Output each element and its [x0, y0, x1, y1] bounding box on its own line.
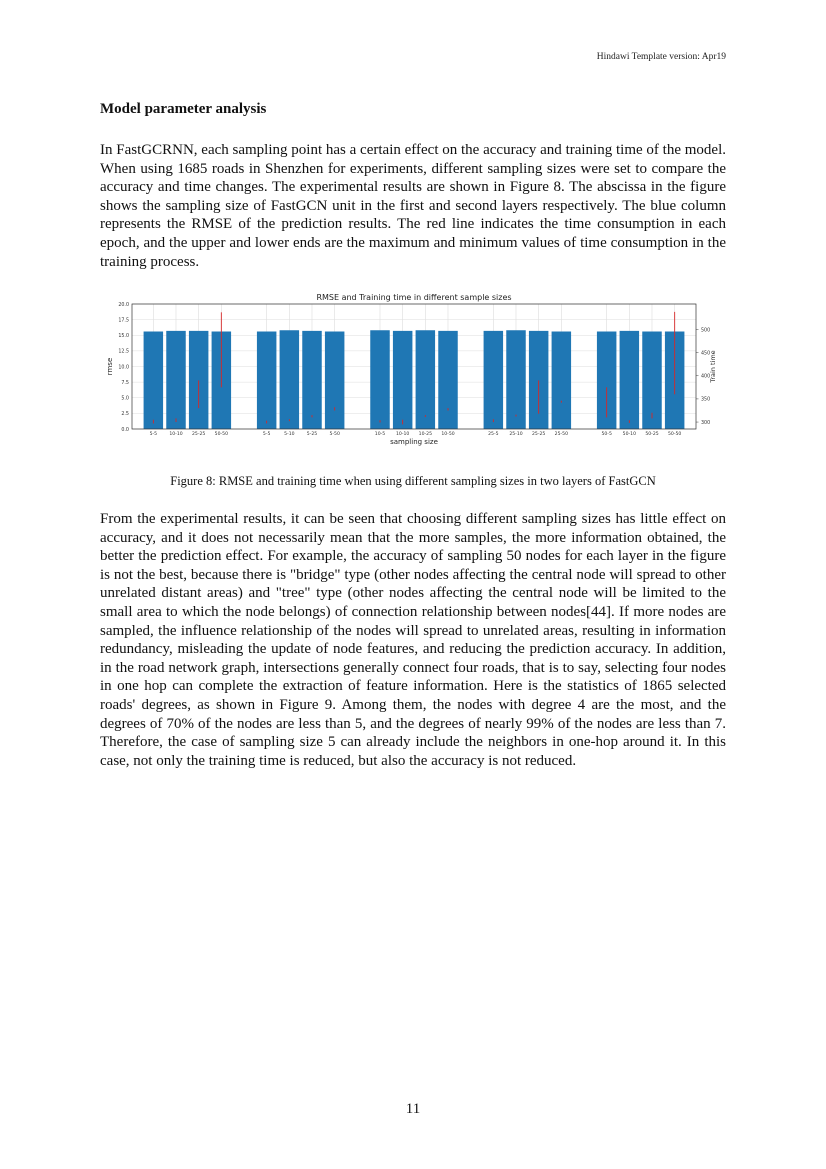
rmse-bar: [370, 330, 389, 429]
paragraph-2: From the experimental results, it can be seen that choosing different sampling sizes has little effect on accuracy, and it does not necessarily mean that the more samples, the more information obtained, the better the prediction effect. For example, the accuracy of sampling 50 nodes for each layer in the figure is not the best, because there is "bridge" type (other nodes affecting the central node will spread to other unrelated distant areas) and "tree" type (other nodes affecting the central node will be limited to the small area to which the node belongs) of connection relationship between nodes[44]. If more nodes are sampled, the influence relationship of the nodes will spread to unrelated areas, resulting in information redundancy, misleading the update of node features, and reducing the prediction accuracy. In addition, in the road network graph, intersections generally connect four roads, that is to say, selecting four nodes in one hop can complete the extraction of feature information. Here is the statistics of 1865 selected roads' degrees, as shown in Figure 9. Among them, the nodes with degree 4 are the most, and the degrees of 70% of the nodes are less than 5, and the degrees of nearly 99% of the nodes are less than 7. Therefore, the case of sampling size 5 can already include the neighbors in one-hop around it. In this case, not only the training time is reduced, but also the accuracy is not reduced.: [100, 511, 726, 769]
y2-tick-label: 450: [701, 351, 711, 357]
y-tick-label: 2.5: [121, 412, 129, 418]
rmse-bar: [144, 332, 163, 430]
x-tick-label: 5-10: [284, 432, 295, 437]
page-number: 11: [405, 1101, 421, 1117]
y-tick-label: 17.5: [118, 318, 129, 324]
x-axis-label: sampling size: [390, 438, 438, 446]
figure-8: [100, 290, 726, 455]
x-tick-label: 50-50: [667, 432, 682, 437]
x-tick-label: 25-10: [509, 432, 523, 437]
x-tick-label: 25-50: [554, 432, 569, 437]
rmse-bar: [620, 331, 639, 429]
rmse-bar: [257, 332, 276, 430]
x-tick-label: 25-5: [488, 432, 499, 437]
rmse-bar: [393, 331, 412, 429]
rmse-bar: [189, 331, 208, 429]
y-tick-label: 5.0: [121, 396, 129, 402]
rmse-bar: [506, 330, 525, 429]
figure-caption: Figure 8: RMSE and training time when using different sampling sizes in two layers of FastGCN: [170, 474, 656, 488]
header-note: Hindawi Template version: Apr19: [596, 52, 726, 62]
x-tick-label: 10-10: [395, 432, 410, 437]
x-tick-label: 10-10: [169, 432, 183, 437]
x-tick-label: 5-5: [149, 432, 158, 437]
y2-tick-label: 400: [701, 374, 711, 380]
paragraph-1: In FastGCRNN, each sampling point has a certain effect on the accuracy and training time of the model. When using 1685 roads in Shenzhen for experiments, different sampling sizes were set to compare the accuracy and time changes. The experimental results are shown in Figure 8. The abscissa in the figure shows the sampling size of FastGCN unit in the first and second layers respectively. The blue column represents the RMSE of the prediction results. The red line indicates the time consumption in each epoch, and the upper and lower ends are the maximum and minimum values of time consumption in the training process.: [100, 142, 726, 270]
section-heading: Model parameter analysis: [100, 101, 267, 117]
y-tick-label: 15.0: [118, 334, 129, 340]
chart-title: RMSE and Training time in different sample sizes: [316, 293, 512, 302]
rmse-bar: [302, 331, 321, 429]
x-tick-label: 5-25: [306, 432, 318, 437]
x-tick-label: 10-5: [374, 432, 386, 437]
y-tick-label: 20.0: [118, 302, 129, 308]
rmse-bar: [552, 332, 571, 430]
rmse-bar: [325, 332, 344, 430]
y-tick-label: 12.5: [118, 349, 129, 355]
y-tick-label: 7.5: [121, 380, 129, 386]
x-tick-label: 10-50: [441, 432, 455, 437]
x-tick-label: 50-5: [601, 432, 612, 437]
x-tick-label: 50-25: [645, 432, 659, 437]
rmse-bar: [416, 330, 435, 429]
y2-tick-label: 350: [701, 397, 711, 403]
y2-axis-label: Train time: [709, 350, 717, 383]
rmse-bar: [438, 331, 457, 429]
x-tick-label: 50-50: [214, 432, 229, 437]
y-axis-label: rmse: [106, 357, 114, 376]
y2-tick-label: 300: [701, 420, 711, 426]
x-tick-label: 10-25: [418, 432, 433, 437]
rmse-bar: [280, 330, 299, 429]
rmse-training-time-chart: [100, 290, 726, 455]
x-tick-label: 25-25: [531, 432, 546, 437]
x-tick-label: 25-25: [191, 432, 206, 437]
x-tick-label: 5-5: [262, 432, 271, 437]
rmse-bar: [529, 331, 548, 429]
y2-tick-label: 500: [701, 328, 711, 334]
y-tick-label: 10.0: [118, 365, 129, 371]
rmse-bar: [484, 331, 503, 429]
x-tick-label: 5-50: [329, 432, 340, 437]
x-tick-label: 50-10: [622, 432, 637, 437]
rmse-bar: [166, 331, 185, 429]
y-tick-label: 0.0: [121, 427, 129, 433]
